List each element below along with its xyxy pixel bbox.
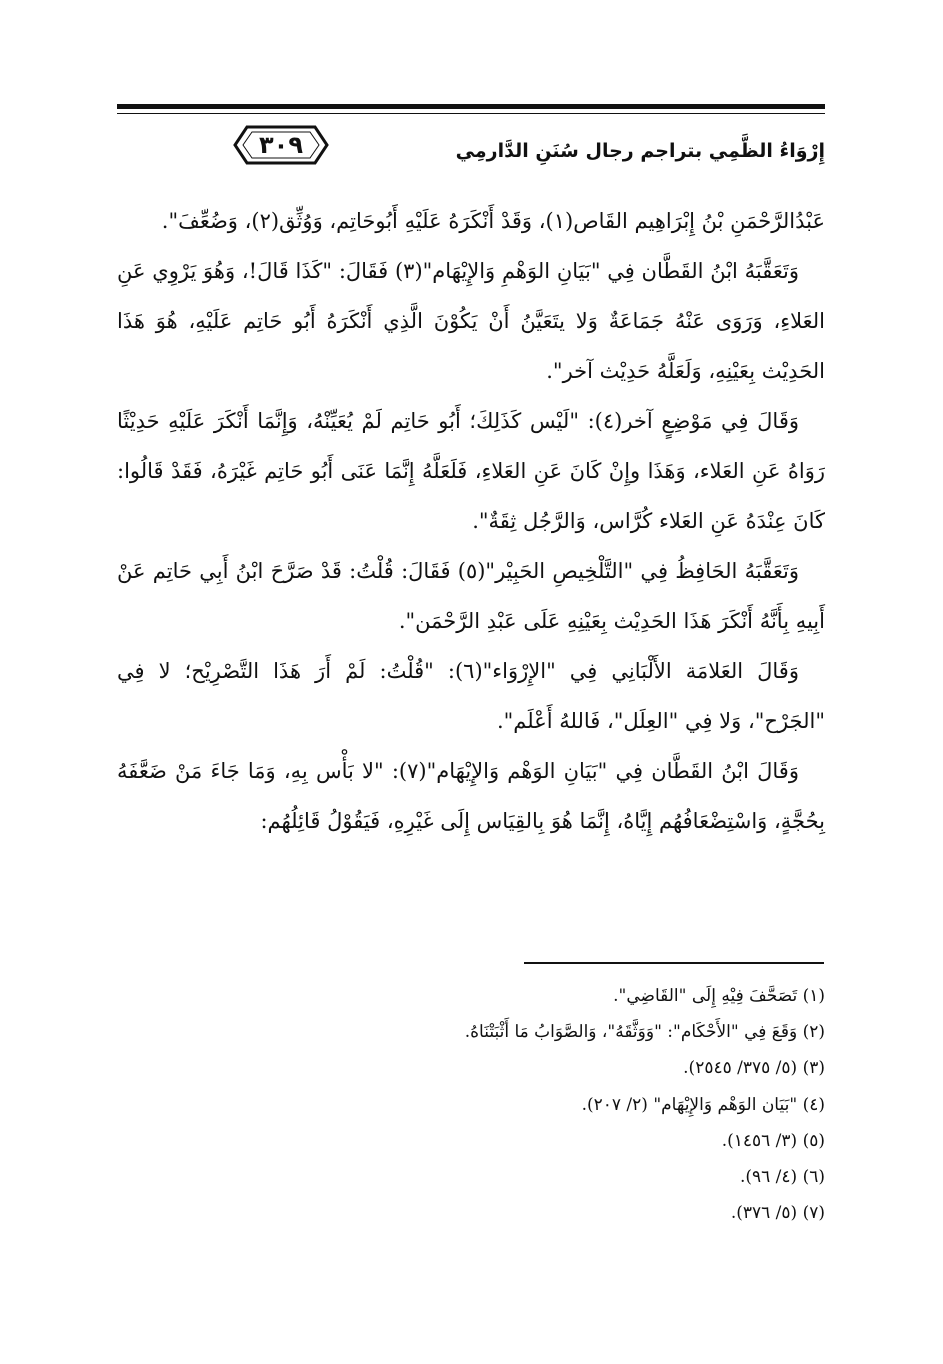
book-title: إِرْوَاءُ الظَّمِي بتراجم رجال سُنَنِ الدَّارمِي <box>455 140 825 162</box>
main-text <box>117 196 825 846</box>
footnotes <box>117 978 825 1231</box>
running-header <box>117 118 825 174</box>
paragraph: عَبْدُالرَّحْمَنِ بْنُ إِبْرَاهِيم القَاص(١)، وَقَدْ أَنْكَرَهُ عَلَيْهِ أَبُوحَاتِم، وَوُثِّق(٢)، وَضُعِّفَ". <box>161 209 825 233</box>
header-rule-thick <box>117 104 825 109</box>
paragraph: وَقَالَ ابْنُ القَطَّان فِي "بَيَانِ الوَهْم وَالإِيْهَام"(٧): "لا بَأْس بِهِ، وَمَا جَاءَ مَنْ ضَعَّفَهُ بِحُجَّةٍ، وَاسْتِضْعَافُهُم إِيَّاهُ، إِنَّمَا هُوَ بِالقِيَاس إِلَى غَيْرِهِ، فَيَقُوْلُ قَائِلُهُم: <box>117 759 825 833</box>
footnote: (٥) (٣/ ١٤٥٦). <box>721 1130 825 1151</box>
footnote: (٧) (٥/ ٣٧٦). <box>730 1203 825 1224</box>
footnote: (١) تَصَحَّفَ فِيْهِ إِلَى "القَاضِي". <box>613 986 825 1006</box>
footnote: (٢) وَقَعَ فِي "الأَحْكَام": "وَوَثَّقَهُ"، وَالصَّوَابُ مَا أَثْبَتْنَاهُ. <box>464 1022 825 1043</box>
paragraph: وَتَعَقَّبَهُ ابْنُ القَطَّان فِي "بَيَانِ الوَهْمِ وَالإِيْهَام"(٣) فَقَالَ: "كَذَا قَالَ!، وَهُوَ يَرْوِي عَنِ العَلاءِ، وَرَوَى عَنْهُ جَمَاعَةٌ وَلا يتَعَيَّنُ أَنْ يَكُوْنَ الَّذِي أَنْكَرَهُ أَبُو حَاتِم عَلَيْهِ، هُوَ هَذَا الحَدِيْث بِعَيْنِهِ، وَلَعَلَّهُ حَدِيْث آخر". <box>117 259 825 383</box>
paragraph: وَتَعَقَّبَهُ الحَافِظُ فِي "التَّلْخِيصِ الحَبِيْر"(٥) فَقَالَ: قُلْتُ: قَدْ صَرَّحَ ابْنُ أَبِي حَاتِم عَنْ أَبِيهِ بِأَنَّهُ أَنْكَرَ هَذَا الحَدِيْث بِعَيْنِهِ عَلَى عَبْدِ الرَّحْمَن". <box>117 559 825 633</box>
footnote: (٦) (٤/ ٩٦). <box>739 1166 825 1187</box>
page-number: ٣٠٩ <box>259 131 303 159</box>
footnote-separator <box>524 962 824 964</box>
page-number-badge <box>233 120 329 170</box>
paragraph: وَقَالَ فِي مَوْضِعٍ آخر(٤): "لَيْس كَذَلِكَ؛ أَبُو حَاتِم لَمْ يُعَيِّنْهُ، وَإِنَّمَا أَنْكَرَ عَلَيْهِ حَدِيْثًا رَوَاهُ عَنِ العَلاء، وَهَذَا وإِنْ كَانَ عَنِ العَلاءِ، فَلَعَلَّهُ إِنَّمَا عَنَى أَبُو حَاتِم غَيْرَهُ، فَقَدْ قَالُوا: كَانَ عِنْدَهُ عَنِ العَلاء كُرَّاس، وَالرَّجُل ثِقَةٌ". <box>117 409 825 533</box>
footnote: (٤) "بَيَان الوَهْم وَالإِيْهَام" (٢/ ٢٠٧). <box>581 1094 825 1115</box>
paragraph: وَقَالَ العَلامَة الأَلْبَانِي فِي "الإِرْوَاء"(٦): "قُلْتُ: لَمْ أَرَ هَذَا التَّصْرِيْح؛ لا فِي "الجَرْح"، وَلا فِي "العِلَل"، فَاللهُ أَعْلَم". <box>117 659 825 733</box>
header-rule-thin <box>117 113 825 114</box>
footnote: (٣) (٥/ ٣٧٥/ ٢٥٤٥). <box>683 1058 825 1079</box>
